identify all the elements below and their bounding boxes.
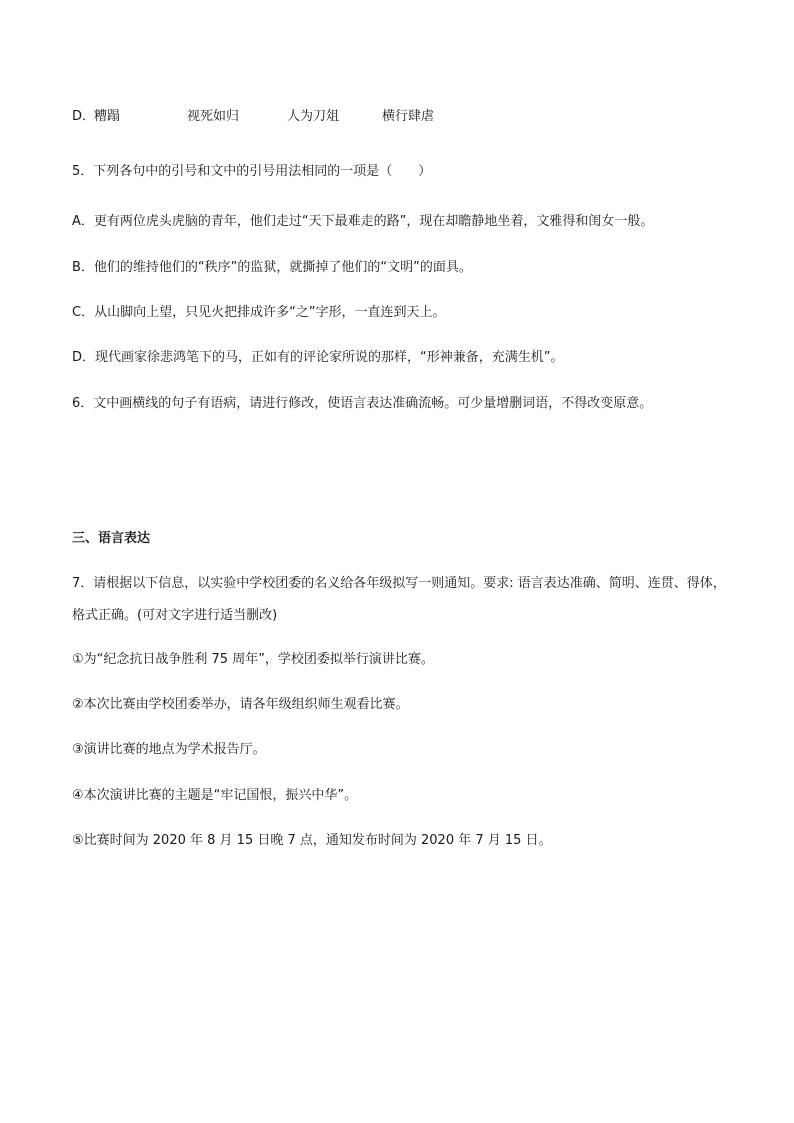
question-7-item-3: ③演讲比赛的地点为学术报告厅。 bbox=[72, 742, 266, 757]
option-word-3: 人为刀俎 bbox=[287, 109, 340, 124]
option-label: D． bbox=[72, 109, 96, 124]
question-5-option-d: D．现代画家徐悲鸿笔下的马，正如有的评论家所说的那样，“形神兼备，充满生机”。 bbox=[72, 350, 564, 365]
question-5-option-c: C．从山脚向上望，只见火把排成许多“之”字形，一直连到天上。 bbox=[72, 305, 446, 320]
question-5-stem: 5．下列各句中的引号和文中的引号用法相同的一项是（ ） bbox=[72, 164, 432, 179]
question-7-item-5: ⑤比赛时间为 2020 年 8 月 15 日晚 7 点，通知发布时间为 2020 年 7 月 15 日。 bbox=[72, 833, 552, 848]
question-4-option-d bbox=[72, 108, 434, 126]
section-heading: 三、语言表达 bbox=[72, 531, 151, 546]
question-7-item-1: ①为“纪念抗日战争胜利 75 周年”，学校团委拟举行演讲比赛。 bbox=[72, 652, 434, 667]
option-word-1: 糟蹋 bbox=[94, 109, 121, 124]
question-7-stem: 7．请根据以下信息，以实验中学校团委的名义给各年级拟写一则通知。要求: 语言表达准确、简明、连贯、得体，格式正确。(可对文字进行适当删改) bbox=[72, 576, 726, 623]
question-5-option-a: A．更有两位虎头虎脑的青年，他们走过“天下最难走的路”，现在却瞻静地坐着，文雅得和闺女一般。 bbox=[72, 214, 654, 229]
question-7-item-4: ④本次演讲比赛的主题是“牢记国恨，振兴中华”。 bbox=[72, 788, 358, 803]
question-6-stem: 6．文中画横线的句子有语病，请进行修改，使语言表达准确流畅。可少量增删词语，不得改变原意。 bbox=[72, 396, 653, 411]
option-word-4: 横行肆虐 bbox=[382, 109, 435, 124]
question-5-option-b: B．他们的维持他们的“秩序”的监狱，就撕掉了他们的“文明”的面具。 bbox=[72, 260, 472, 275]
question-7-item-2: ②本次比赛由学校团委举办，请各年级组织师生观看比赛。 bbox=[72, 697, 409, 712]
option-word-2: 视死如归 bbox=[187, 109, 240, 124]
